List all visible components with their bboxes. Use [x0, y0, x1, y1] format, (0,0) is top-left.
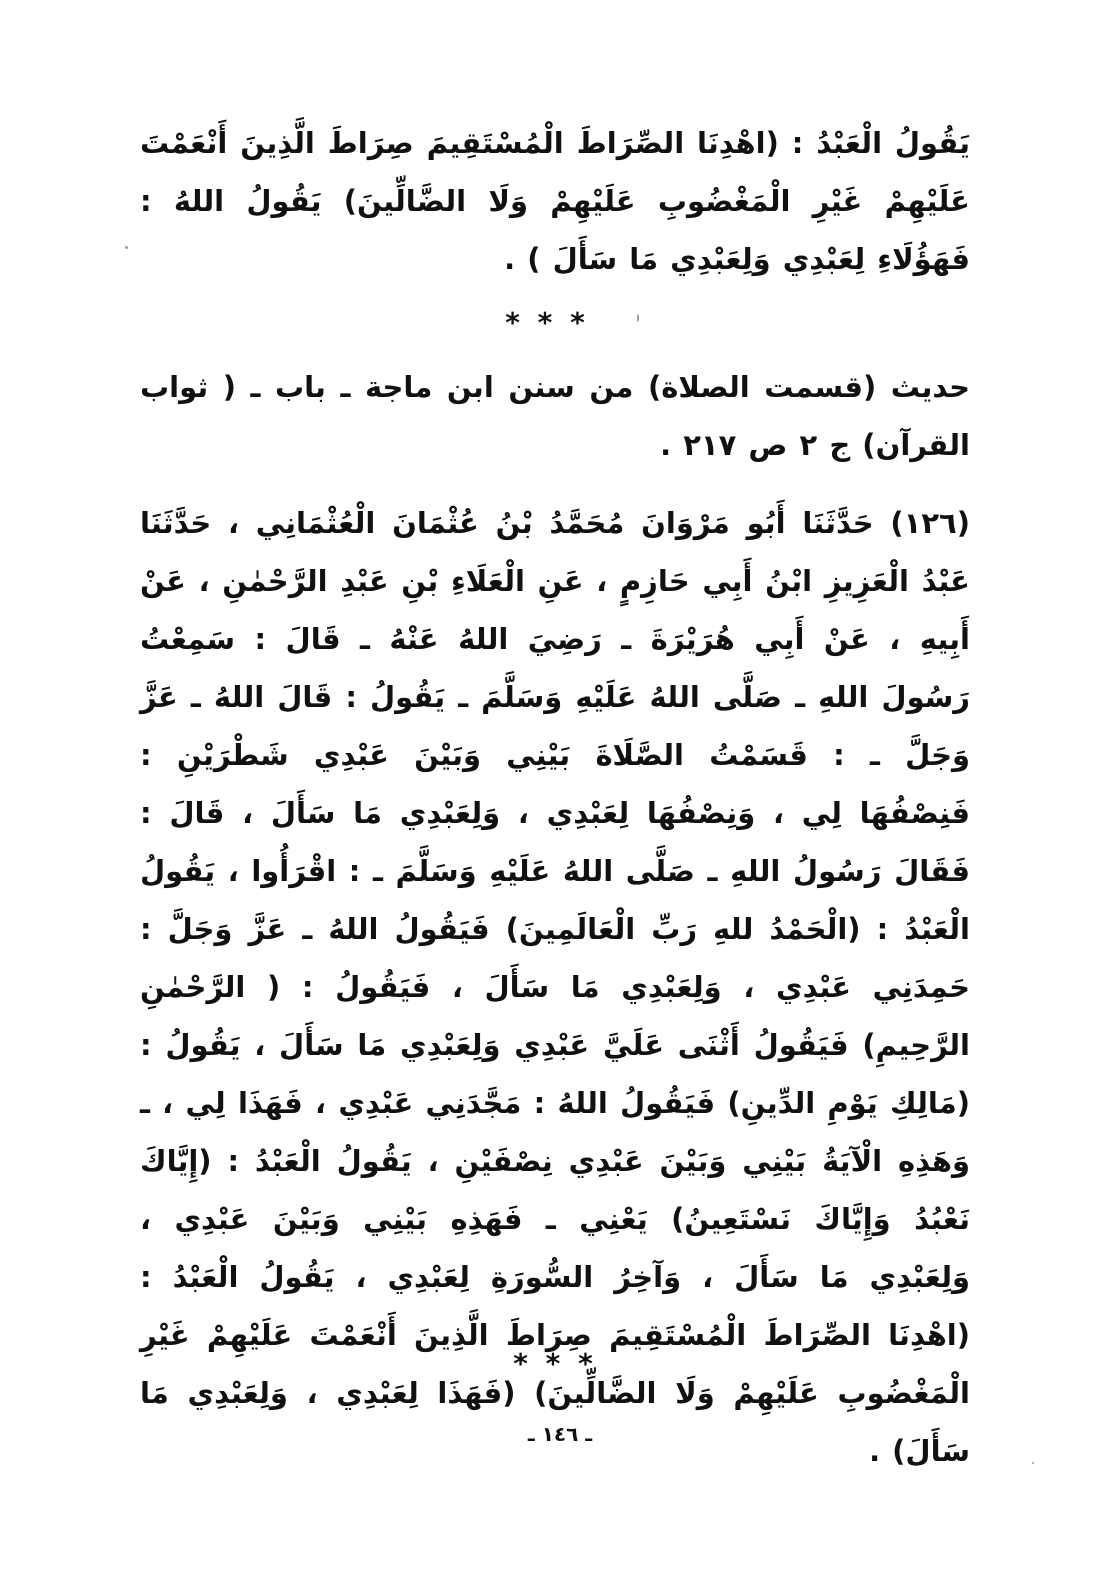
hadith-text: (١٢٦) حَدَّثَنَا أَبُو مَرْوَانَ مُحَمَّدُ بْنُ عُثْمَانَ الْعُثْمَانِي ، حَدَّثَنَا عَبْدُ الْعَزِيزِ ابْنُ أَبِي حَازِمٍ ، عَنِ الْعَلَاءِ بْنِ عَبْدِ الرَّحْمٰنِ ، عَنْ أَبِيهِ ، عَنْ أَبِي هُرَيْرَةَ ـ رَضِيَ اللهُ عَنْهُ ـ قَالَ : سَمِعْتُ رَسُولَ اللهِ ـ صَلَّى اللهُ عَلَيْهِ وَسَلَّمَ ـ يَقُولُ : قَالَ اللهُ ـ عَزَّ وَجَلَّ ـ : قَسَمْتُ الصَّلَاةَ بَيْنِي وَبَيْنَ عَبْدِي شَطْرَيْنِ : فَنِصْفُهَا لِي ، وَنِصْفُهَا لِعَبْدِي ، وَلِعَبْدِي مَا سَأَلَ ، قَالَ : فَقَالَ رَسُولُ اللهِ ـ صَلَّى اللهُ عَلَيْهِ وَسَلَّمَ ـ : اقْرَأُوا ، يَقُولُ الْعَبْدُ : (الْحَمْدُ للهِ رَبِّ الْعَالَمِينَ) فَيَقُولُ اللهُ ـ عَزَّ وَجَلَّ : حَمِدَنِي عَبْدِي ، وَلِعَبْدِي مَا سَأَلَ ، فَيَقُولُ : ( الرَّحْمٰنِ الرَّحِيمِ) فَيَقُولُ أَثْنَى عَلَيَّ عَبْدِي وَلِعَبْدِي مَا سَأَلَ ، يَقُولُ : (مَالِكِ يَوْمِ الدِّينِ) فَيَقُولُ اللهُ : مَجَّدَنِي عَبْدِي ، فَهَذَا لِي ، ـ وَهَذِهِ الْآيَةُ بَيْنِي وَبَيْنَ عَبْدِي نِصْفَيْنِ ، يَقُولُ الْعَبْدُ : (إِيَّاكَ نَعْبُدُ وَإِيَّاكَ نَسْتَعِينُ) يَعْنِي ـ فَهَذِهِ بَيْنِي وَبَيْنَ عَبْدِي ، وَلِعَبْدِي مَا سَأَلَ ، وَآخِرُ السُّورَةِ لِعَبْدِي ، يَقُولُ الْعَبْدُ : (اهْدِنَا الصِّرَاطَ الْمُسْتَقِيمَ صِرَاطَ الَّذِينَ أَنْعَمْتَ عَلَيْهِمْ غَيْرِ الْمَغْضُوبِ عَلَيْهِمْ وَلَا الضَّالِّينَ) (فَهَذَا لِعَبْدِي ، وَلِعَبْدِي مَا سَأَلَ) .	[140, 506, 970, 1468]
scan-speck	[637, 314, 639, 322]
page-number: ـ ١٤٦ ـ	[527, 1422, 593, 1446]
section-separator: * * *	[505, 306, 589, 339]
hadith-reference: حديث (قسمت الصلاة) من سنن ابن ماجة ـ باب ـ ( ثواب القرآن) ج ٢ ص ٢١٧ .	[140, 370, 970, 462]
scan-speck	[125, 246, 128, 249]
section-separator-end: * * *	[513, 1347, 597, 1380]
scan-speck	[1032, 1462, 1034, 1464]
verse-paragraph: يَقُولُ الْعَبْدُ : (اهْدِنَا الصِّرَاطَ الْمُسْتَقِيمَ صِرَاطَ الَّذِينَ أَنْعَمْتَ عَلَيْهِمْ غَيْرِ الْمَغْضُوبِ عَلَيْهِمْ وَلَا الضَّالِّينَ) يَقُولُ اللهُ : فَهَؤُلَاءِ لِعَبْدِي وَلِعَبْدِي مَا سَأَلَ ) .	[140, 126, 970, 276]
